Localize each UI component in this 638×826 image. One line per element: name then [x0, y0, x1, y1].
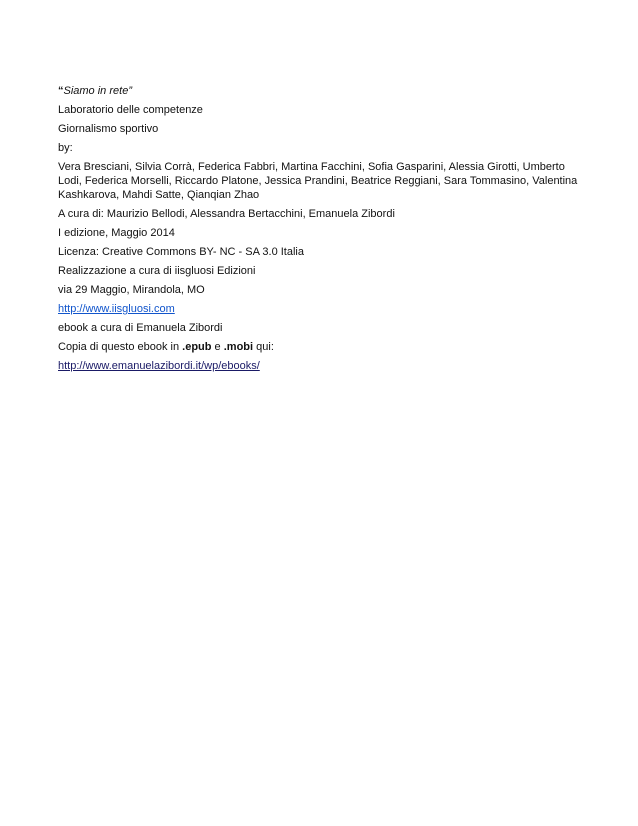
copy-suffix: qui: [253, 341, 274, 353]
realization: Realizzazione a cura di iisgluosi Edizioni [58, 265, 256, 277]
authors-list: Vera Bresciani, Silvia Corrà, Federica Fabbri, Martina Facchini, Sofia Gasparini, Alessia Girotti, Umberto Lodi, Federica Morselli, Riccardo Platone, Jessica Prandini, Beatrice Reggiani, Sara Tommasino, Valentina Kashkarova, Mahdi Satte, Qianqian Zhao [58, 161, 578, 201]
copy-line [58, 340, 578, 354]
curators: A cura di: Maurizio Bellodi, Alessandra Bertacchini, Emanuela Zibordi [58, 208, 395, 220]
subtitle: Laboratorio delle competenze [58, 104, 203, 116]
ebooks-link-row [58, 359, 578, 373]
site-link-row [58, 302, 578, 316]
site-link[interactable]: http://www.iisgluosi.com [58, 303, 175, 315]
by-label: by: [58, 142, 73, 154]
copy-mobi: .mobi [223, 341, 254, 353]
ebooks-link[interactable]: http://www.emanuelazibordi.it/wp/ebooks/ [58, 360, 260, 372]
copy-prefix: Copia di questo ebook in [58, 341, 183, 353]
address: via 29 Maggio, Mirandola, MO [58, 284, 205, 296]
title-text: Siamo in rete [63, 85, 129, 97]
section-name: Giornalismo sportivo [58, 123, 159, 135]
document-page [58, 84, 578, 378]
copy-epub: .epub [182, 341, 212, 353]
edition: I edizione, Maggio 2014 [58, 227, 175, 239]
ebook-credit: ebook a cura di Emanuela Zibordi [58, 322, 223, 334]
document-title [58, 84, 578, 98]
license: Licenza: Creative Commons BY- NC - SA 3.0 Italia [58, 246, 304, 258]
title-open-quote: “ [58, 85, 64, 97]
title-close-quote: ” [128, 85, 132, 97]
copy-and: e [211, 341, 224, 353]
